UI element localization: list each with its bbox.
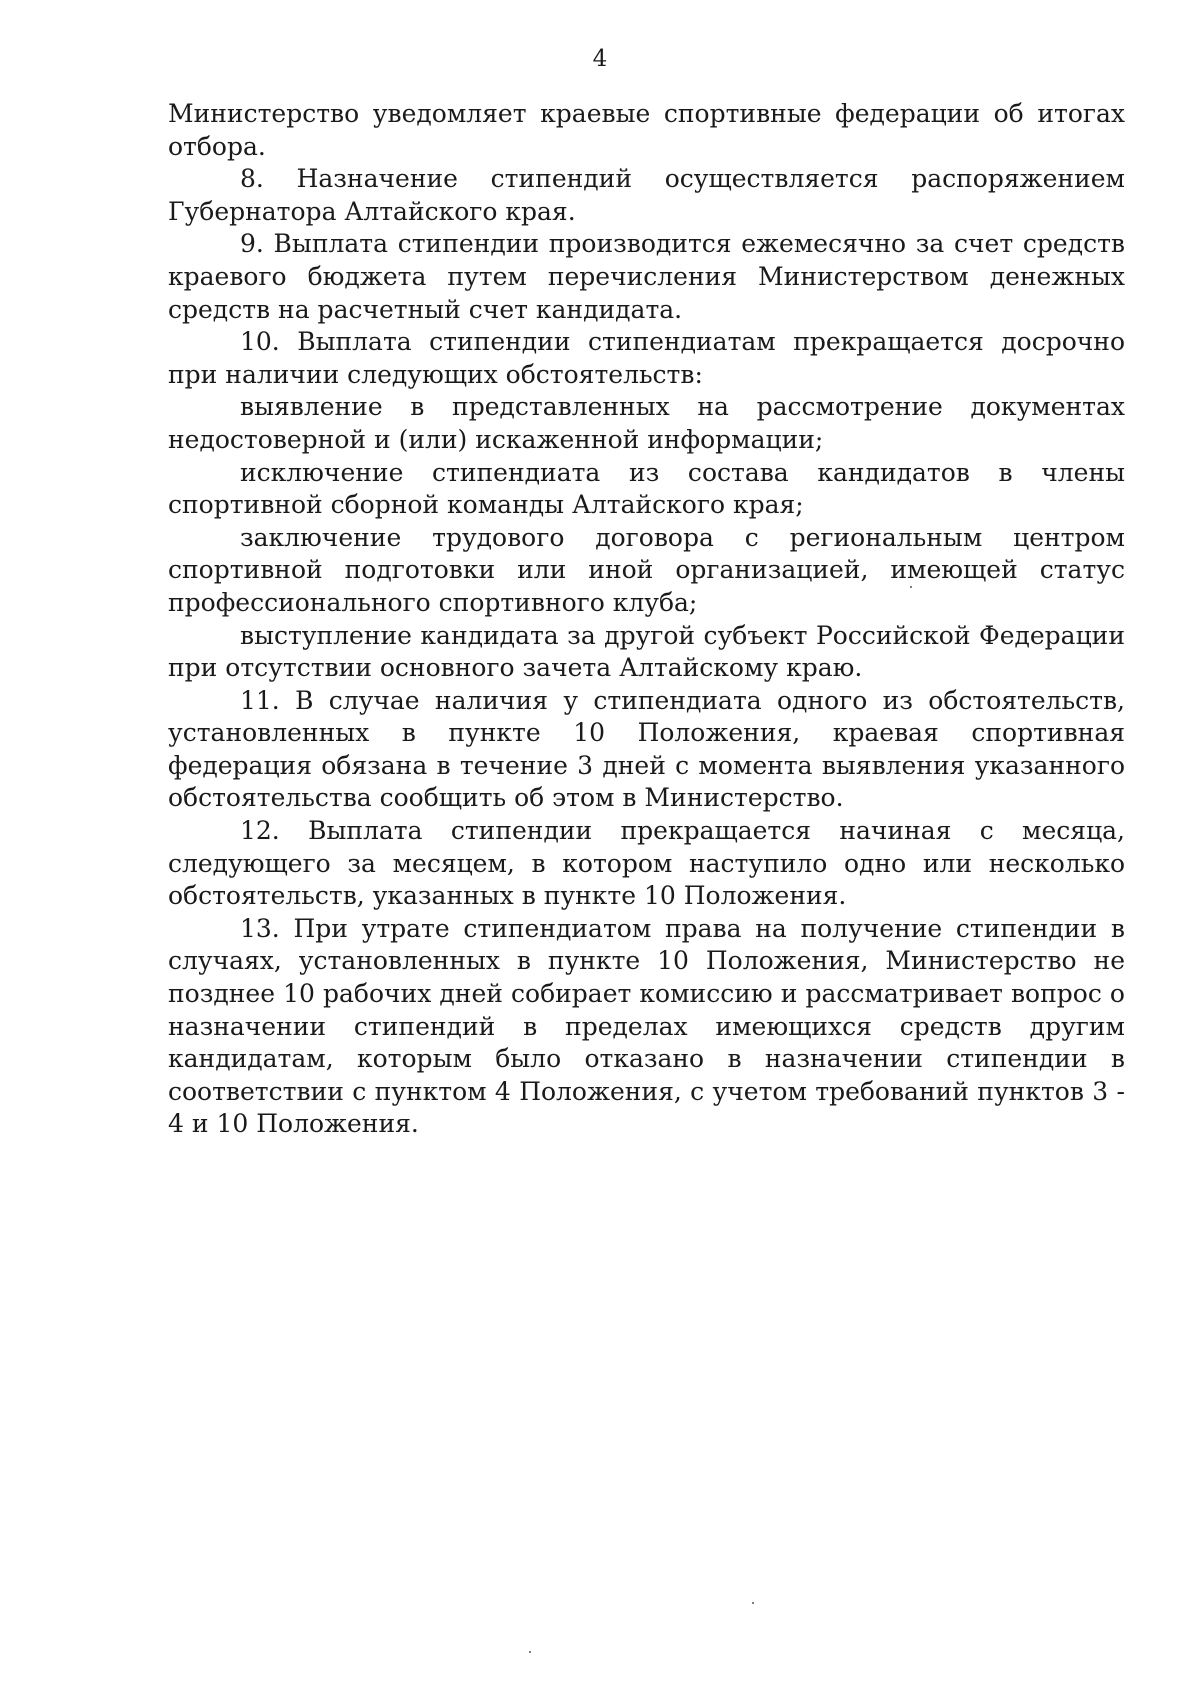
paragraph-item-9: 9. Выплата стипендии производится ежемесячно за счет средств краевого бюджета путем перечисления Министерством денежных средств на расчетный счет кандидата. (168, 229, 1125, 324)
paragraph-item-13: 13. При утрате стипендиатом права на получение стипендии в случаях, установленных в пункте 10 Положения, Министерство не позднее 10 рабочих дней собирает комиссию и рассматривает вопрос о назначении стипендий в пределах имеющихся средств другим кандидатам, которым было отказано в назначении стипендии в соответствии с пунктом 4 Положения, с учетом требований пунктов 3 - 4 и 10 Положения. (168, 913, 1125, 1139)
paragraph-continuation: Министерство уведомляет краевые спортивные федерации об итогах отбора. (168, 99, 1125, 161)
paragraph-item-11: 11. В случае наличия у стипендиата одного из обстоятельств, установленных в пункте 10 Положения, краевая спортивная федерация обязана в течение 3 дней с момента выявления указанного обстоятельства сообщить об этом в Министерство. (168, 685, 1125, 813)
paragraph-item-10-condition-4: выступление кандидата за другой субъект Российской Федерации при отсутствии основного зачета Алтайскому краю. (168, 620, 1125, 683)
paragraph-item-10-condition-2: исключение стипендиата из состава кандидатов в члены спортивной сборной команды Алтайского края; (168, 457, 1125, 520)
scan-speck (910, 586, 912, 588)
paragraph-item-12: 12. Выплата стипендии прекращается начиная с месяца, следующего за месяцем, в котором наступило одно или несколько обстоятельств, указанных в пункте 10 Положения. (168, 816, 1125, 911)
paragraph-item-10-condition-3: заключение трудового договора с региональным центром спортивной подготовки или иной организацией, имеющей статус профессионального спортивного клуба; (168, 522, 1125, 617)
page-number: 4 (592, 46, 608, 72)
paragraph-item-10: 10. Выплата стипендии стипендиатам прекращается досрочно при наличии следующих обстоятельств: (168, 327, 1125, 389)
scan-speck (529, 1651, 531, 1653)
scan-speck (752, 1602, 754, 1604)
paragraph-item-10-condition-1: выявление в представленных на рассмотрение документах недостоверной и (или) искаженной информации; (168, 392, 1125, 454)
paragraph-item-8: 8. Назначение стипендий осуществляется распоряжением Губернатора Алтайского края. (168, 164, 1125, 226)
document-body (168, 98, 1125, 1141)
